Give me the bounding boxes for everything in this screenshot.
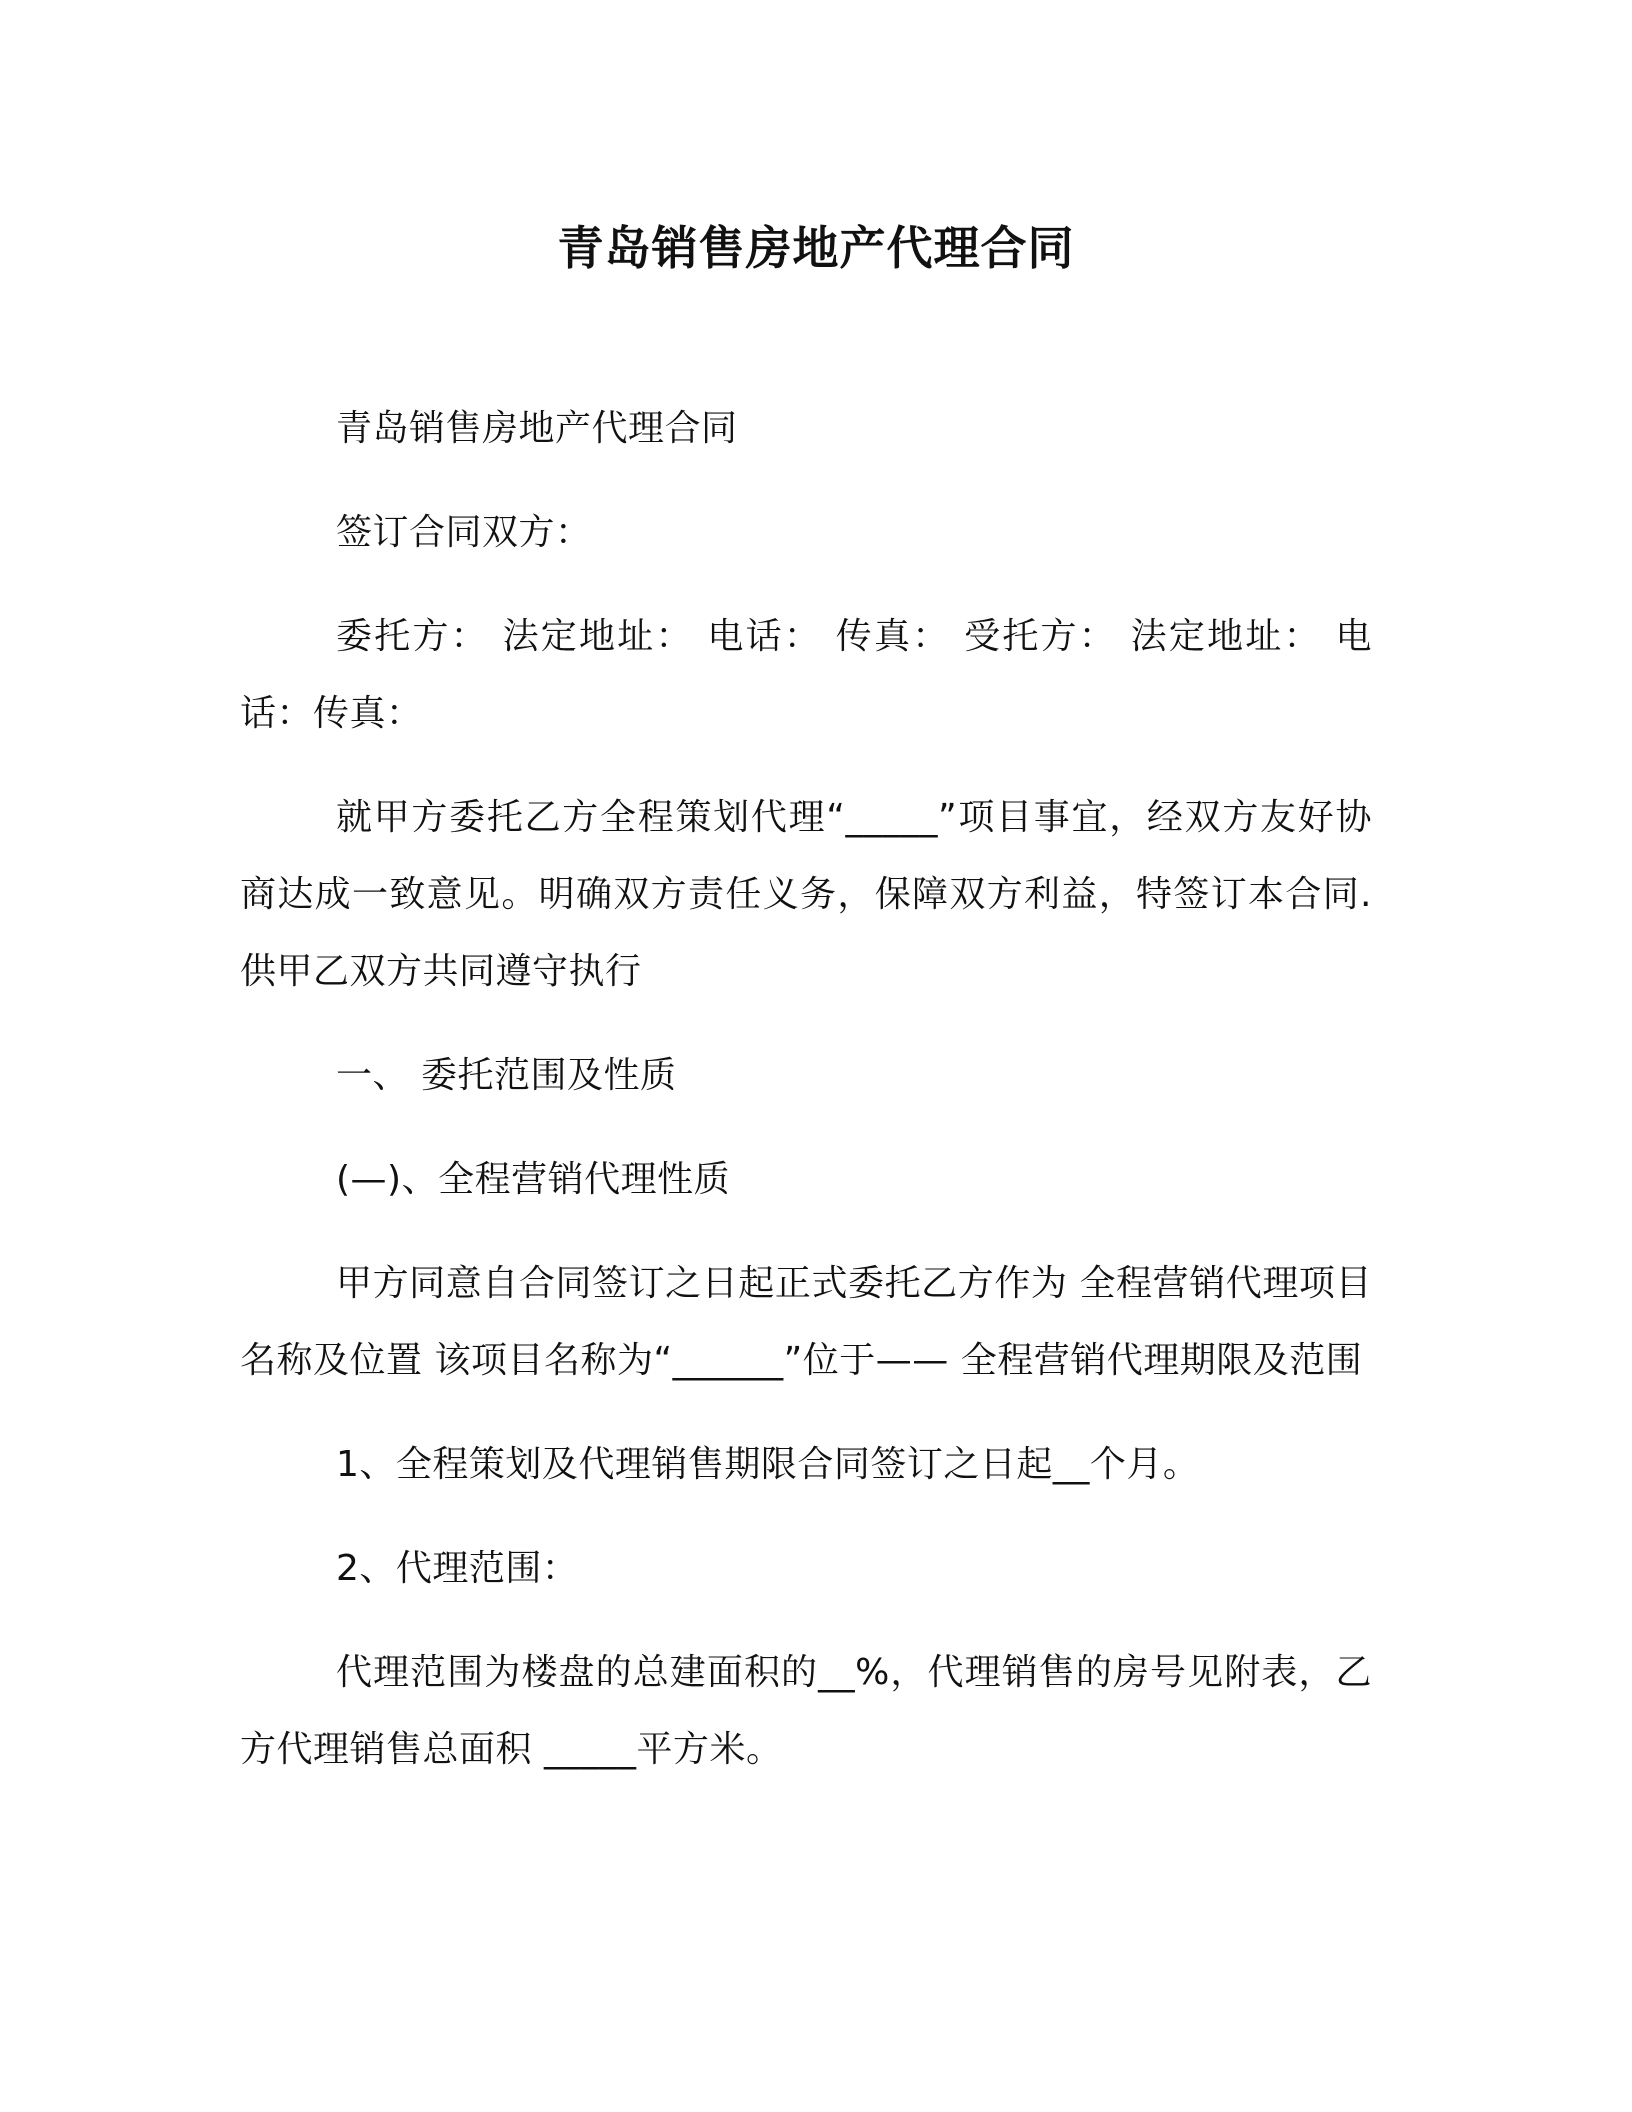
paragraph-parties-details: 委托方： 法定地址： 电话： 传真： 受托方： 法定地址： 电话：传真： xyxy=(240,616,1372,734)
paragraph-scope-details: 代理范围为楼盘的总建面积的__%，代理销售的房号见附表，乙方代理销售总面积 _____平方米。 xyxy=(240,1652,1372,1770)
subsection-heading-nature: (—)、全程营销代理性质 xyxy=(336,1159,731,1200)
document-title: 青岛销售房地产代理合同 xyxy=(557,221,1075,275)
paragraph-agency-appointment: 甲方同意自合同签订之日起正式委托乙方作为 全程营销代理项目名称及位置 该项目名称为“______”位于—— 全程营销代理期限及范围 xyxy=(240,1263,1372,1381)
paragraph-term: 1、全程策划及代理销售期限合同签订之日起__个月。 xyxy=(336,1444,1200,1485)
paragraph-preamble: 就甲方委托乙方全程策划代理“_____”项目事宜，经双方友好协商达成一致意见。明确双方责任义务，保障双方利益，特签订本合同.供甲乙双方共同遵守执行 xyxy=(240,797,1372,992)
paragraph-contract-name: 青岛销售房地产代理合同 xyxy=(336,408,738,449)
section-heading-scope: 一、 委托范围及性质 xyxy=(336,1055,677,1096)
paragraph-scope-heading: 2、代理范围： xyxy=(336,1548,579,1589)
paragraph-parties-heading: 签订合同双方： xyxy=(336,512,592,553)
document-body xyxy=(240,390,1372,1815)
